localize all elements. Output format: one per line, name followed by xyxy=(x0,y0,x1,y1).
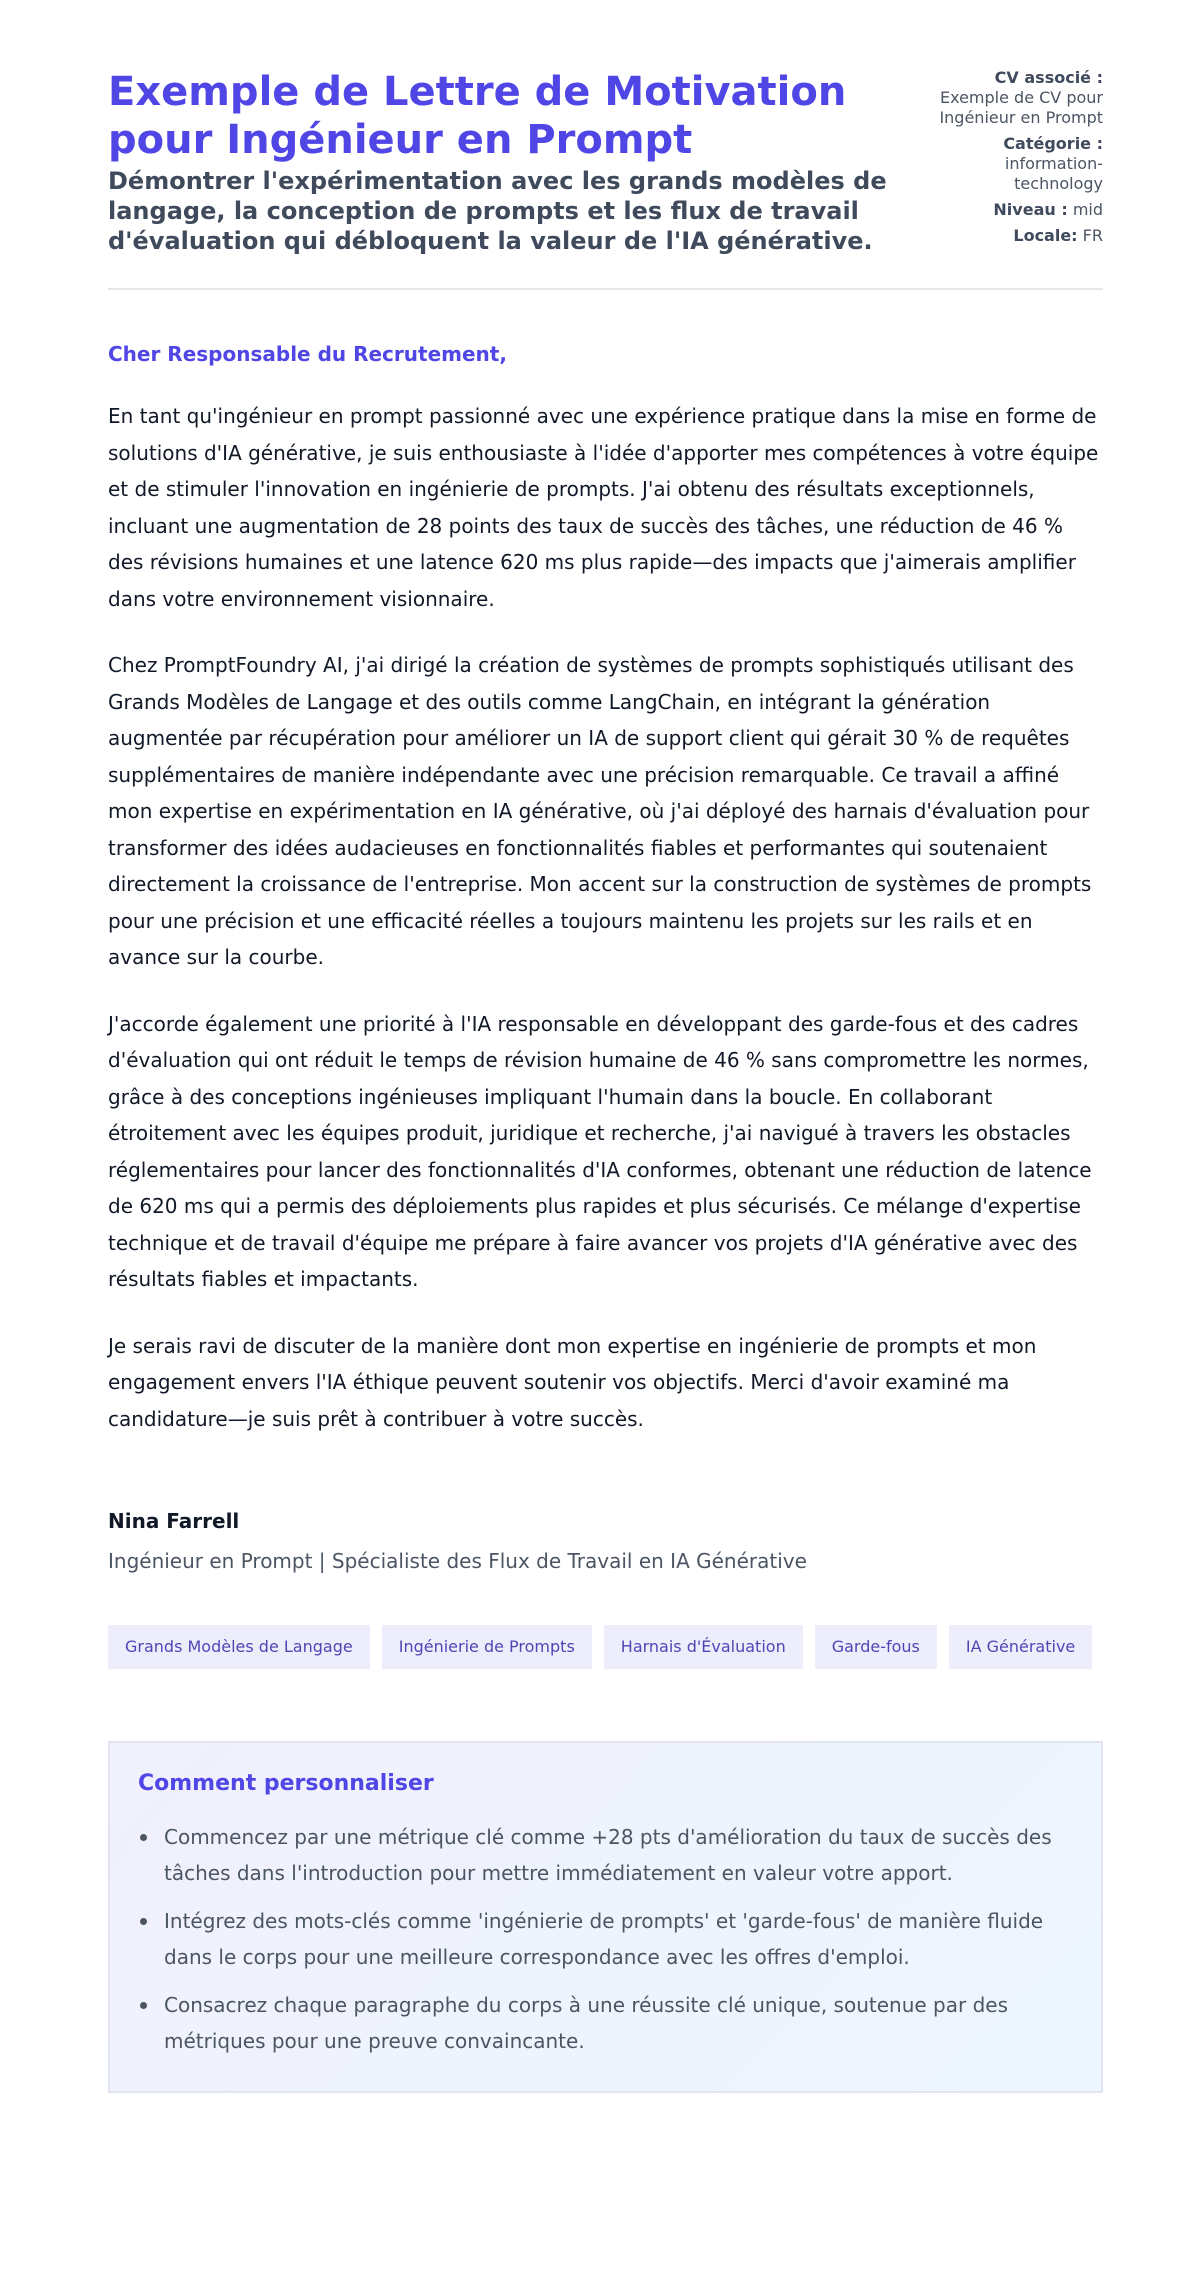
letter-body xyxy=(108,340,1103,1575)
bullet-icon xyxy=(140,1834,147,1841)
tip-text: Consacrez chaque paragraphe du corps à une réussite clé unique, soutenue par des métriques pour une preuve convaincante. xyxy=(164,1993,1008,2053)
metadata-panel xyxy=(933,68,1103,252)
meta-category-label: Catégorie : xyxy=(1003,134,1103,153)
keyword-tags xyxy=(108,1625,1103,1669)
tag-evaluation-harness: Harnais d'Évaluation xyxy=(604,1625,803,1669)
tip-text: Commencez par une métrique clé comme +28 pts d'amélioration du taux de succès des tâches dans l'introduction pour mettre immédiatement en valeur votre apport. xyxy=(164,1825,1052,1885)
signature-block xyxy=(108,1507,1103,1575)
letter-paragraph-experience: Chez PromptFoundry AI, j'ai dirigé la création de systèmes de prompts sophistiqués utilisant des Grands Modèles de Langage et des outils comme LangChain, en intégrant la génération augmentée par récupération pour améliorer un IA de support client qui gérait 30 % de requêtes supplémentaires de manière indépendante avec une précision remarquable. Ce travail a affiné mon expertise en expérimentation en IA générative, où j'ai déployé des harnais d'évaluation pour transformer des idées audacieuses en fonctionnalités fiables et performantes qui soutenaient directement la croissance de l'entreprise. Mon accent sur la construction de systèmes de prompts pour une précision et une efficacité réelles a toujours maintenu les projets sur les rails et en avance sur la courbe. xyxy=(108,653,1092,969)
bullet-icon xyxy=(140,2002,147,2009)
meta-level-value: mid xyxy=(1072,200,1103,219)
page-subtitle: Démontrer l'expérimentation avec les grands modèles de langage, la conception de prompts et les flux de travail d'évaluation qui débloquent la valeur de l'IA générative. xyxy=(108,167,887,255)
signature-name: Nina Farrell xyxy=(108,1509,240,1533)
letter-greeting: Cher Responsable du Recrutement, xyxy=(108,342,507,366)
page-header xyxy=(108,68,1103,290)
signature-title: Ingénieur en Prompt | Spécialiste des Flux de Travail en IA Générative xyxy=(108,1549,807,1573)
tag-guardrails: Garde-fous xyxy=(815,1625,937,1669)
meta-locale xyxy=(933,226,1103,246)
page-title: Exemple de Lettre de Motivation pour Ingénieur en Prompt xyxy=(108,69,847,163)
header-titles xyxy=(108,68,908,256)
meta-locale-value: FR xyxy=(1082,226,1103,245)
meta-category xyxy=(933,134,1103,194)
meta-level-label: Niveau : xyxy=(993,200,1068,219)
meta-category-value: information-technology xyxy=(1004,154,1103,193)
tag-prompt-engineering: Ingénierie de Prompts xyxy=(382,1625,592,1669)
tag-generative-ai: IA Générative xyxy=(949,1625,1092,1669)
meta-locale-label: Locale: xyxy=(1013,226,1078,245)
letter-paragraph-closing: Je serais ravi de discuter de la manière dont mon expertise en ingénierie de prompts et mon engagement envers l'IA éthique peuvent soutenir vos objectifs. Merci d'avoir examiné ma candidature—je suis prêt à contribuer à votre succès. xyxy=(108,1333,1037,1431)
letter-paragraph-intro: En tant qu'ingénieur en prompt passionné avec une expérience pratique dans la mise en forme de solutions d'IA générative, je suis enthousiaste à l'idée d'apporter mes compétences à votre équipe et de stimuler l'innovation en ingénierie de prompts. J'ai obtenu des résultats exceptionnels, incluant une augmentation de 28 points des taux de succès des tâches, une réduction de 46 % des révisions humaines et une latence 620 ms plus rapide—des impacts que j'aimerais amplifier dans votre environnement visionnaire. xyxy=(108,404,1099,611)
tip-item xyxy=(138,1987,1073,2059)
meta-cv-label: CV associé : xyxy=(994,68,1103,87)
meta-level xyxy=(933,200,1103,220)
tip-item xyxy=(138,1819,1073,1891)
meta-cv-value: Exemple de CV pour Ingénieur en Prompt xyxy=(939,88,1103,127)
tip-item xyxy=(138,1903,1073,1975)
tips-title: Comment personnaliser xyxy=(138,1771,434,1796)
tip-text: Intégrez des mots-clés comme 'ingénierie de prompts' et 'garde-fous' de manière fluide dans le corps pour une meilleure correspondance avec les offres d'emploi. xyxy=(164,1909,1044,1969)
customization-tips-box xyxy=(108,1741,1103,2093)
tag-llm: Grands Modèles de Langage xyxy=(108,1625,370,1669)
tips-list xyxy=(138,1819,1073,2059)
letter-paragraph-responsible-ai: J'accorde également une priorité à l'IA responsable en développant des garde-fous et des cadres d'évaluation qui ont réduit le temps de révision humaine de 46 % sans compromettre les normes, grâce à des conceptions ingénieuses impliquant l'humain dans la boucle. En collaborant étroitement avec les équipes produit, juridique et recherche, j'ai navigué à travers les obstacles réglementaires pour lancer des fonctionnalités d'IA conformes, obtenant une réduction de latence de 620 ms qui a permis des déploiements plus rapides et plus sécurisés. Ce mélange d'expertise technique et de travail d'équipe me prépare à faire avancer vos projets d'IA générative avec des résultats fiables et impactants. xyxy=(108,1011,1092,1291)
meta-associated-cv xyxy=(933,68,1103,128)
bullet-icon xyxy=(140,1918,147,1925)
